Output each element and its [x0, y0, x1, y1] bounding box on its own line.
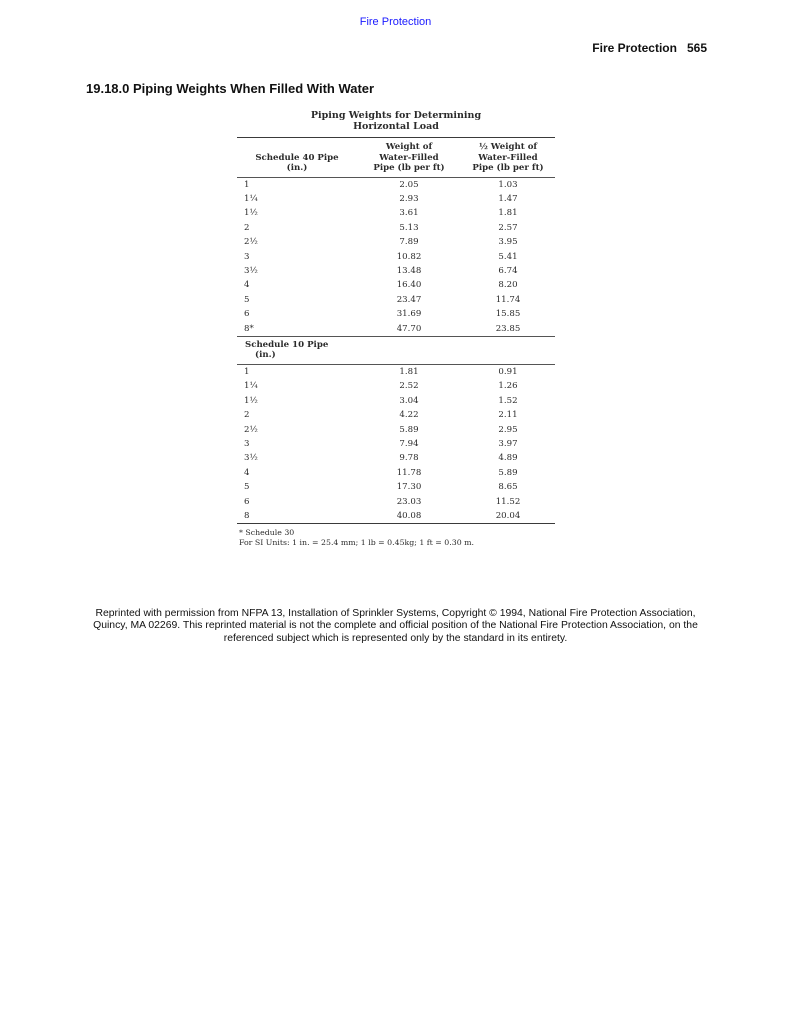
weight-cell: 13.48	[396, 265, 422, 276]
pipe-size-cell: 3½	[244, 453, 258, 464]
half-weight-cell: 5.41	[498, 251, 518, 262]
table-row	[237, 509, 555, 523]
schedule-10-heading-line2: (in.)	[255, 350, 276, 361]
table-row	[237, 394, 555, 408]
weight-cell: 7.89	[399, 237, 419, 248]
half-weight-cell: 2.95	[498, 424, 518, 435]
half-weight-cell: 11.74	[495, 294, 521, 305]
weight-cell: 10.82	[396, 251, 422, 262]
column-header-pipe-size	[237, 138, 357, 177]
half-weight-cell: 11.52	[495, 496, 521, 507]
weight-cell: 1.81	[399, 366, 419, 377]
weight-cell: 40.08	[396, 511, 422, 522]
pipe-size-cell: 1¼	[244, 381, 258, 392]
permission-credit	[80, 608, 711, 645]
column-header-half-weight-line2: Water-Filled	[478, 152, 538, 163]
column-header-half-weight	[461, 138, 555, 177]
column-header-weight-line2: Water-Filled	[379, 152, 439, 163]
pipe-size-cell: 6	[244, 496, 250, 507]
pipe-size-cell: 3	[244, 439, 250, 449]
weight-cell: 47.70	[396, 323, 422, 334]
pipe-size-cell: 4	[244, 280, 250, 291]
pipe-size-cell: 8*	[244, 323, 254, 334]
table-title-line1: Piping Weights for Determining	[310, 110, 482, 121]
schedule-10-rows	[237, 365, 555, 523]
weight-cell: 16.40	[396, 280, 422, 291]
table-row	[237, 278, 555, 292]
piping-weights-table-figure	[237, 110, 555, 548]
weight-cell: 17.30	[396, 482, 422, 493]
credit-line2: Quincy, MA 02269. This reprinted material is not the complete and official position of the National Fire Protection Association, on the	[93, 620, 698, 632]
column-header-pipe-size-line1: Schedule 40 Pipe	[255, 152, 339, 163]
pipe-size-cell: 5	[244, 294, 250, 305]
pipe-size-cell: 1½	[244, 395, 258, 406]
weight-cell: 23.03	[396, 496, 422, 507]
pipe-size-cell: 2½	[244, 237, 258, 248]
pipe-size-cell: 2	[244, 410, 250, 421]
weight-cell: 3.04	[399, 395, 419, 406]
half-weight-cell: 8.65	[498, 482, 518, 493]
weight-cell: 5.89	[399, 424, 419, 435]
weight-cell: 3.61	[399, 208, 419, 219]
half-weight-cell: 3.97	[498, 439, 518, 449]
table-row	[237, 293, 555, 307]
half-weight-cell: 3.95	[498, 237, 518, 248]
table-bottom-rule	[237, 523, 555, 524]
pipe-size-cell: 1½	[244, 208, 258, 219]
schedule-40-rows	[237, 178, 555, 336]
pipe-size-cell: 6	[244, 309, 250, 320]
running-title: Fire Protection	[592, 41, 677, 55]
pipe-size-cell: 2½	[244, 424, 258, 435]
half-weight-cell: 1.03	[498, 179, 518, 190]
pipe-size-cell: 8	[244, 511, 250, 522]
half-weight-cell: 2.57	[498, 222, 518, 233]
table-row	[237, 423, 555, 437]
credit-line1: Reprinted with permission from NFPA 13, Installation of Sprinkler Systems, Copyright © 1994, National Fire Protection Association,	[95, 608, 696, 619]
pipe-size-cell: 3	[244, 251, 250, 262]
table-row	[237, 437, 555, 451]
weight-cell: 2.05	[399, 179, 419, 190]
table-row	[237, 408, 555, 422]
section-title: 19.18.0 Piping Weights When Filled With Water	[86, 81, 375, 96]
table-row	[237, 480, 555, 494]
table-title	[237, 110, 555, 132]
half-weight-cell: 1.47	[498, 193, 518, 204]
weight-cell: 11.78	[396, 467, 422, 478]
table-row	[237, 192, 555, 206]
footnote-si-units: For SI Units: 1 in. = 25.4 mm; 1 lb = 0.45kg; 1 ft = 0.30 m.	[239, 538, 475, 548]
table-row	[237, 264, 555, 278]
half-weight-cell: 5.89	[498, 467, 518, 478]
half-weight-cell: 1.52	[498, 395, 518, 406]
weight-cell: 9.78	[399, 453, 419, 464]
footnote-schedule-30: * Schedule 30	[239, 528, 295, 538]
weight-cell: 31.69	[396, 309, 422, 320]
credit-line3: referenced subject which is represented only by the standard in its entirety.	[223, 632, 568, 644]
schedule-10-heading-line1: Schedule 10 Pipe	[245, 339, 329, 350]
column-header-weight	[357, 138, 461, 177]
pipe-size-cell: 1	[244, 179, 250, 190]
table-title-line2: Horizontal Load	[353, 121, 439, 132]
half-weight-cell: 1.81	[498, 208, 518, 219]
weight-cell: 2.52	[399, 381, 419, 392]
weight-cell: 5.13	[399, 222, 419, 233]
table-row	[237, 178, 555, 192]
half-weight-cell: 4.89	[498, 453, 518, 464]
half-weight-cell: 8.20	[498, 280, 518, 291]
table-row	[237, 379, 555, 393]
weight-cell: 7.94	[399, 439, 419, 449]
table-row	[237, 322, 555, 336]
weight-cell: 23.47	[396, 294, 422, 305]
table-header-row	[237, 138, 555, 177]
half-weight-cell: 1.26	[498, 381, 518, 392]
weight-cell: 2.93	[399, 193, 419, 204]
table-row	[237, 466, 555, 480]
table-row	[237, 206, 555, 220]
pipe-size-cell: 1¼	[244, 193, 258, 204]
pipe-size-cell: 1	[244, 366, 250, 377]
half-weight-cell: 0.91	[498, 366, 518, 377]
column-header-weight-line1: Weight of	[385, 142, 433, 152]
column-header-weight-line3: Pipe (lb per ft)	[373, 163, 445, 173]
table-row	[237, 250, 555, 264]
page-number: 565	[686, 41, 707, 55]
table-row	[237, 365, 555, 379]
schedule-10-heading	[237, 337, 555, 364]
table-footnotes	[237, 528, 555, 548]
table-row	[237, 451, 555, 465]
table-row	[237, 495, 555, 509]
pipe-size-cell: 4	[244, 467, 250, 478]
pipe-size-cell: 2	[244, 222, 250, 233]
column-header-pipe-size-line2: (in.)	[286, 163, 308, 173]
half-weight-cell: 23.85	[495, 323, 521, 334]
header-link-fire-protection[interactable]: Fire Protection	[359, 16, 432, 28]
pipe-size-cell: 5	[244, 482, 250, 493]
piping-weights-table	[237, 138, 555, 523]
pipe-size-cell: 3½	[244, 265, 258, 276]
running-head	[592, 41, 707, 55]
table-row	[237, 307, 555, 321]
half-weight-cell: 2.11	[498, 410, 518, 421]
half-weight-cell: 15.85	[495, 309, 521, 320]
column-header-half-weight-line3: Pipe (lb per ft)	[472, 163, 544, 173]
table-row	[237, 235, 555, 249]
table-row	[237, 221, 555, 235]
half-weight-cell: 6.74	[498, 265, 518, 276]
half-weight-cell: 20.04	[495, 511, 521, 522]
weight-cell: 4.22	[399, 410, 419, 421]
column-header-half-weight-line1: ½ Weight of	[478, 142, 538, 152]
